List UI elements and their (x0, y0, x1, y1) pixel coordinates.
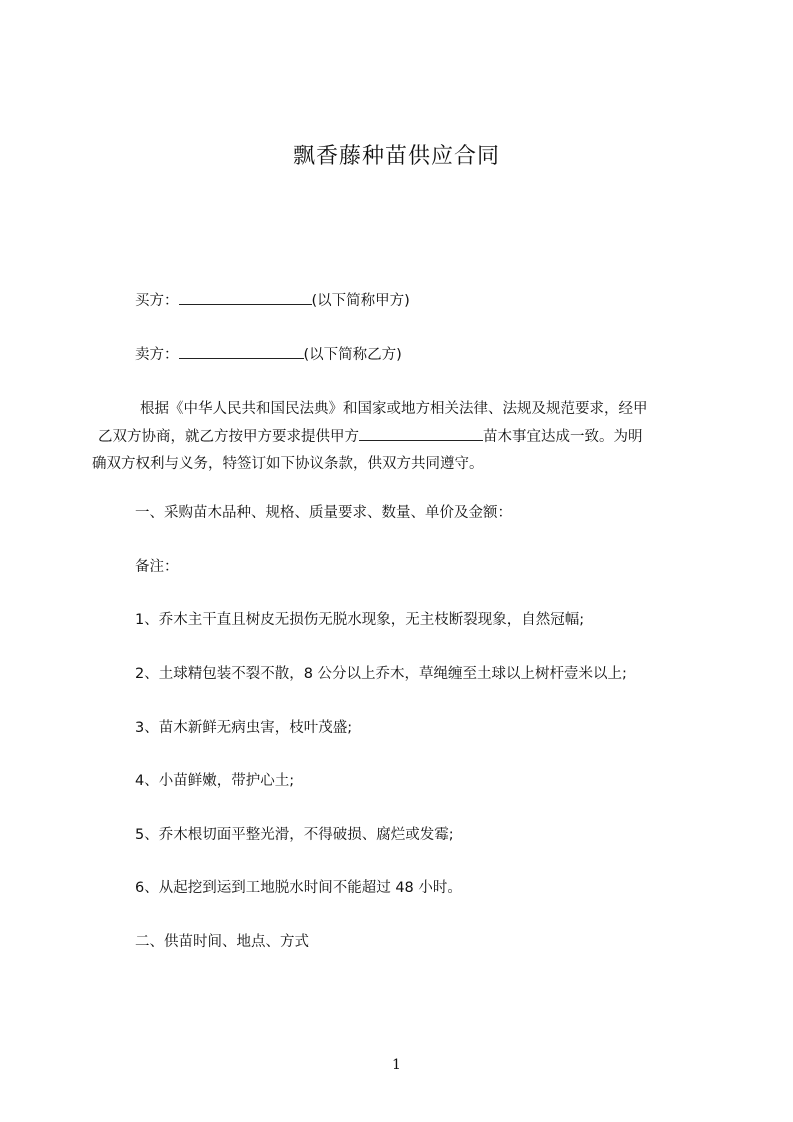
seller-label: 卖方： (135, 347, 179, 363)
intro-row-2 (92, 424, 704, 452)
remark-item: 5、乔木根切面平整光滑，不得破损、腐烂或发霉; (135, 827, 454, 843)
remark-item: 2、土球精包装不裂不散，8 公分以上乔木，草绳缠至土球以上树杆壹米以上; (135, 666, 627, 682)
section-2-heading: 二、供苗时间、地点、方式 (135, 934, 309, 950)
buyer-label: 买方： (135, 293, 179, 309)
page-number: 1 (392, 1057, 401, 1073)
remark-item: 6、从起挖到运到工地脱水时间不能超过 48 小时。 (135, 880, 462, 896)
intro-row-3 (92, 451, 704, 479)
seller-note: (以下简称乙方) (303, 347, 402, 363)
seedling-name-blank[interactable] (359, 426, 483, 441)
seller-line (135, 344, 402, 365)
seller-name-blank[interactable] (179, 344, 304, 359)
remark-item: 4、小苗鲜嫩，带护心土; (135, 773, 295, 789)
document-title: 飘香藤种苗供应合同 (292, 144, 500, 169)
buyer-note: (以下简称甲方) (311, 293, 410, 309)
buyer-name-blank[interactable] (179, 290, 312, 305)
remark-item: 3、苗木新鲜无病虫害，枝叶茂盛; (135, 720, 353, 736)
intro-text-1: 根据《中华人民共和国民法典》和国家或地方相关法律、法规及规范要求，经甲 (140, 401, 648, 417)
intro-paragraph (92, 396, 704, 479)
intro-text-3: 苗木事宜达成一致。为明 (483, 428, 643, 445)
section-1-heading: 一、采购苗木品种、规格、质量要求、数量、单价及金额： (135, 505, 512, 521)
intro-text-4: 确双方权利与义务，特签订如下协议条款，供双方共同遵守。 (92, 456, 484, 472)
intro-row-1 (92, 396, 704, 424)
remarks-label: 备注： (135, 559, 179, 575)
buyer-line (135, 290, 410, 311)
remark-item: 1、乔木主干直且树皮无损伤无脱水现象，无主枝断裂现象，自然冠幅; (135, 612, 585, 628)
intro-text-2: 乙双方协商，就乙方按甲方要求提供甲方 (98, 428, 359, 445)
